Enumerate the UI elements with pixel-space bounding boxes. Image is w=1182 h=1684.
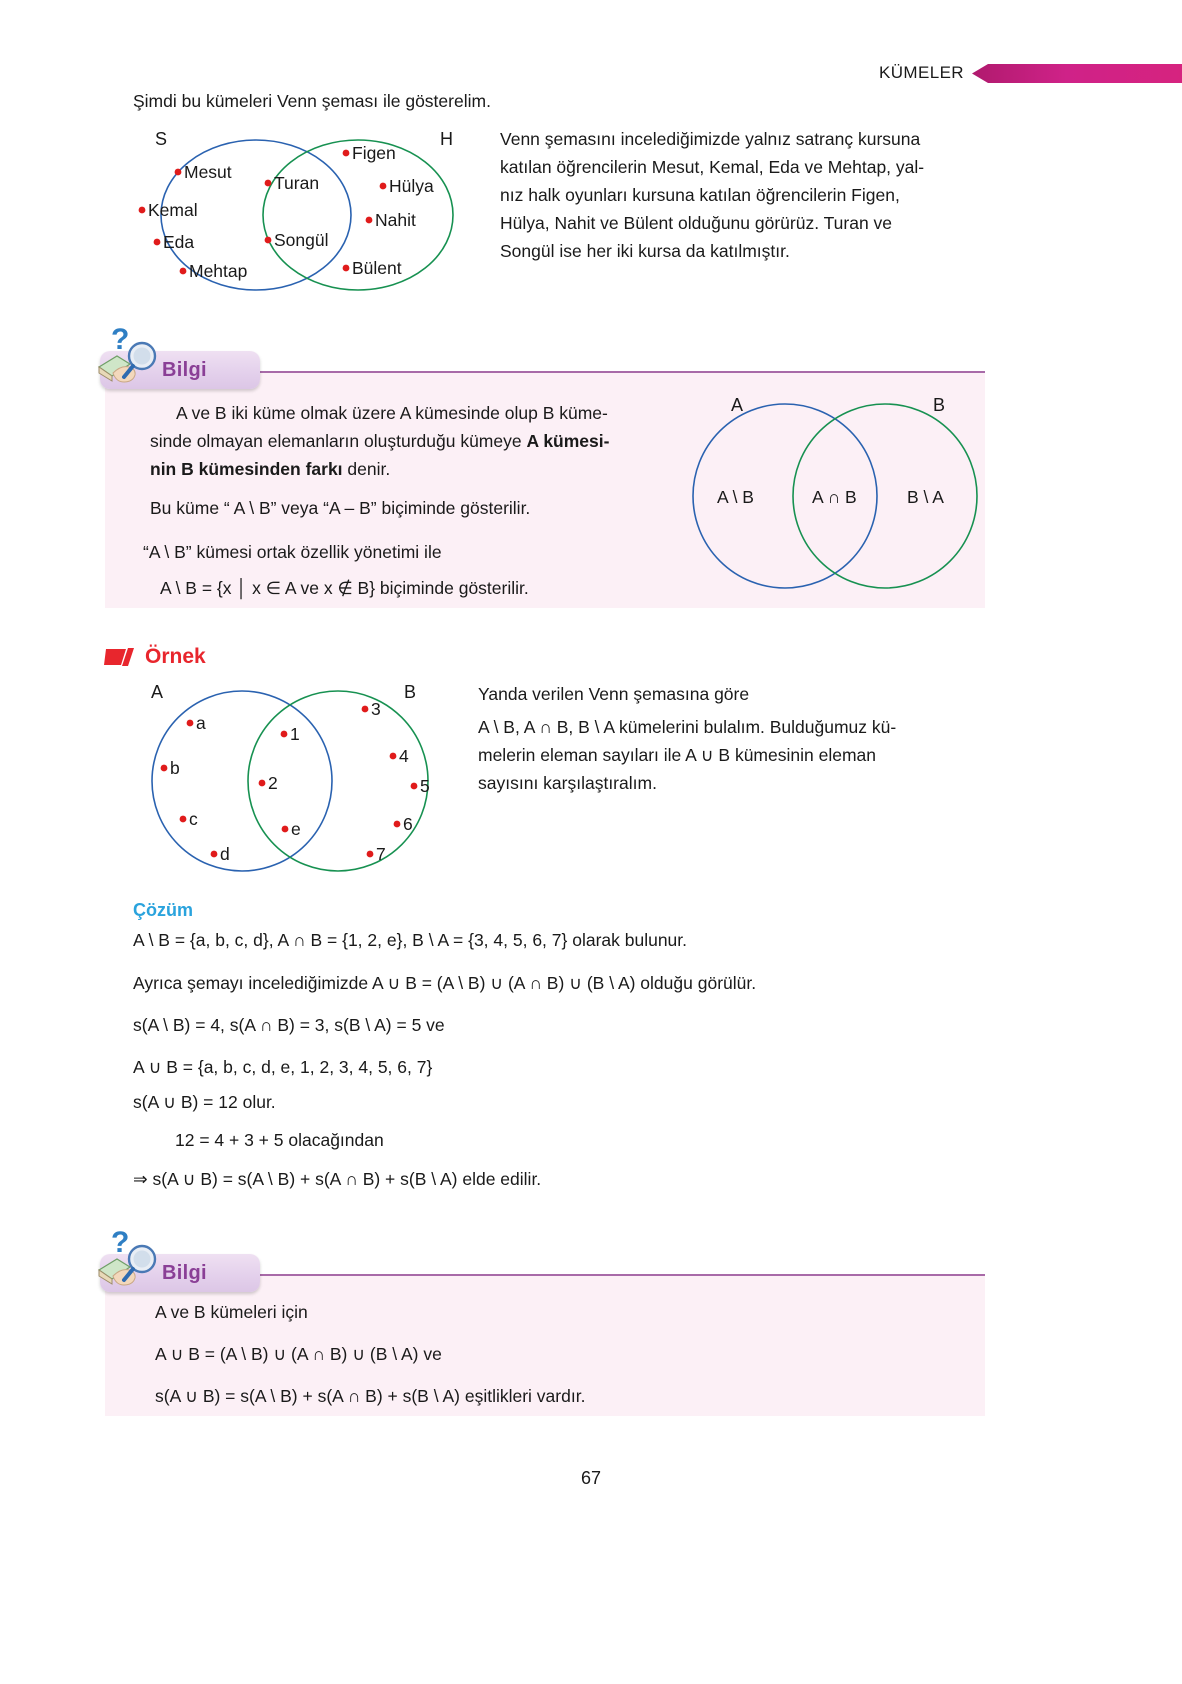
info2-line-1: A ve B kümeleri için (155, 1302, 308, 1322)
svg-text:Kemal: Kemal (148, 200, 198, 220)
info1-formula-line-1: Bu küme “ A \ B” veya “A – B” biçiminde gösterilir. (150, 498, 531, 518)
info1-bold-1: A kümesi- (526, 431, 610, 451)
magnifier-book-question-icon (97, 1226, 167, 1288)
solution-line-7: ⇒ s(A ∪ B) = s(A \ B) + s(A ∩ B) + s(B \ A) elde edilir. (133, 1169, 542, 1189)
svg-text:6: 6 (403, 814, 413, 834)
solution-label: Çözüm (133, 900, 193, 920)
svg-text:b: b (170, 758, 180, 778)
info1-line-3-text: denir. (342, 459, 391, 479)
magnifier-book-question-icon (97, 323, 167, 385)
solution-line-5: s(A ∪ B) = 12 olur. (133, 1092, 276, 1112)
info-box-union-formula (105, 1226, 985, 1416)
intro-line: Şimdi bu kümeleri Venn şeması ile gösterelim. (133, 91, 491, 111)
example-label: Örnek (145, 645, 206, 668)
svg-text:d: d (220, 844, 230, 864)
example-marker-icon (104, 645, 138, 669)
info-box-2-tab-label: Bilgi (162, 1261, 207, 1284)
example-text-line-3: melerin eleman sayıları ile A ∪ B kümesinin eleman (478, 745, 876, 765)
svg-text:2: 2 (268, 773, 278, 793)
venn-explanation-line-5: Songül ise her iki kursa da katılmıştır. (500, 241, 790, 261)
venn-diagram-students (128, 120, 488, 300)
svg-text:Songül: Songül (274, 230, 329, 250)
venn-diagram-example (126, 676, 466, 886)
solution-line-4: A ∪ B = {a, b, c, d, e, 1, 2, 3, 4, 5, 6, 7} (133, 1057, 433, 1077)
svg-text:e: e (291, 819, 301, 839)
venn-explanation-paragraph (500, 125, 992, 265)
venn-label-B: B (933, 395, 946, 415)
svg-text:5: 5 (420, 776, 430, 796)
svg-text:Turan: Turan (274, 173, 320, 193)
example-header (104, 645, 206, 669)
header-chapter-title: KÜMELER (879, 63, 964, 82)
venn-region-B-minus-A: B \ A (907, 487, 944, 507)
example-text-line-2: A \ B, A ∩ B, B \ A kümelerini bulalım. Bulduğumuz kü- (478, 717, 897, 737)
svg-text:c: c (189, 809, 198, 829)
info-box-tab-label: Bilgi (162, 358, 207, 381)
header-ribbon-graphic (972, 64, 1182, 83)
venn-region-A-minus-B: A \ B (717, 487, 754, 507)
svg-text:?: ? (111, 1226, 130, 1259)
svg-text:Nahit: Nahit (375, 210, 416, 230)
svg-text:?: ? (111, 323, 130, 356)
info1-line-2-text: sinde olmayan elemanların oluşturduğu kümeye (150, 431, 527, 451)
info-box-difference (105, 323, 985, 608)
venn-label-S: S (155, 129, 168, 149)
info1-line-1: A ve B iki küme olmak üzere A kümesinde olup B küme- (176, 403, 608, 423)
venn-label-H: H (440, 129, 453, 149)
venn-example-label-A: A (151, 682, 164, 702)
venn-label-A: A (731, 395, 744, 415)
svg-text:4: 4 (399, 746, 409, 766)
svg-text:Hülya: Hülya (389, 176, 434, 196)
svg-text:3: 3 (371, 699, 381, 719)
venn-region-A-cap-B: A ∩ B (812, 487, 857, 507)
svg-text:1: 1 (290, 724, 300, 744)
solution-line-2: Ayrıca şemayı incelediğimizde A ∪ B = (A \ B) ∪ (A ∩ B) ∪ (B \ A) olduğu görülür. (133, 973, 757, 993)
svg-text:Bülent: Bülent (352, 258, 402, 278)
info1-formula-line-3: A \ B = {x │ x ∈ A ve x ∉ B} biçiminde gösterilir. (160, 578, 529, 598)
info1-paragraph (150, 399, 670, 483)
svg-text:a: a (196, 713, 206, 733)
venn-explanation-line-1: Venn şemasını incelediğimizde yalnız satranç kursuna (500, 129, 921, 149)
page-number: 67 (580, 1468, 602, 1488)
venn-diagram-difference (675, 391, 995, 601)
info1-line-2 (150, 427, 670, 455)
info2-line-3: s(A ∪ B) = s(A \ B) + s(A ∩ B) + s(B \ A) eşitlikleri vardır. (155, 1386, 586, 1406)
venn-explanation-line-4: Hülya, Nahit ve Bülent olduğunu görürüz. Turan ve (500, 213, 893, 233)
svg-text:Figen: Figen (352, 143, 396, 163)
info1-formula-line-2: “A \ B” kümesi ortak özellik yönetimi ile (143, 542, 442, 562)
info2-line-2: A ∪ B = (A \ B) ∪ (A ∩ B) ∪ (B \ A) ve (155, 1344, 442, 1364)
solution-line-1: A \ B = {a, b, c, d}, A ∩ B = {1, 2, e}, B \ A = {3, 4, 5, 6, 7} olarak bulunur. (133, 930, 688, 950)
page-header (842, 58, 1182, 88)
example-text-line-4: sayısını karşılaştıralım. (478, 773, 657, 793)
svg-text:Eda: Eda (163, 232, 195, 252)
info1-line-3 (150, 455, 670, 483)
svg-text:7: 7 (376, 844, 386, 864)
solution-line-3: s(A \ B) = 4, s(A ∩ B) = 3, s(B \ A) = 5 ve (133, 1015, 445, 1035)
venn-explanation-line-3: nız halk oyunları kursuna katılan öğrencilerin Figen, (500, 185, 900, 205)
venn-example-label-B: B (404, 682, 417, 702)
info1-bold-2: nin B kümesinden farkı (150, 459, 343, 479)
solution-line-6: 12 = 4 + 3 + 5 olacağından (175, 1130, 384, 1150)
example-text (478, 680, 958, 797)
svg-text:Mesut: Mesut (184, 162, 232, 182)
svg-text:Mehtap: Mehtap (189, 261, 248, 281)
venn-explanation-line-2: katılan öğrencilerin Mesut, Kemal, Eda ve Mehtap, yal- (500, 157, 925, 177)
example-text-line-1: Yanda verilen Venn şemasına göre (478, 684, 750, 704)
